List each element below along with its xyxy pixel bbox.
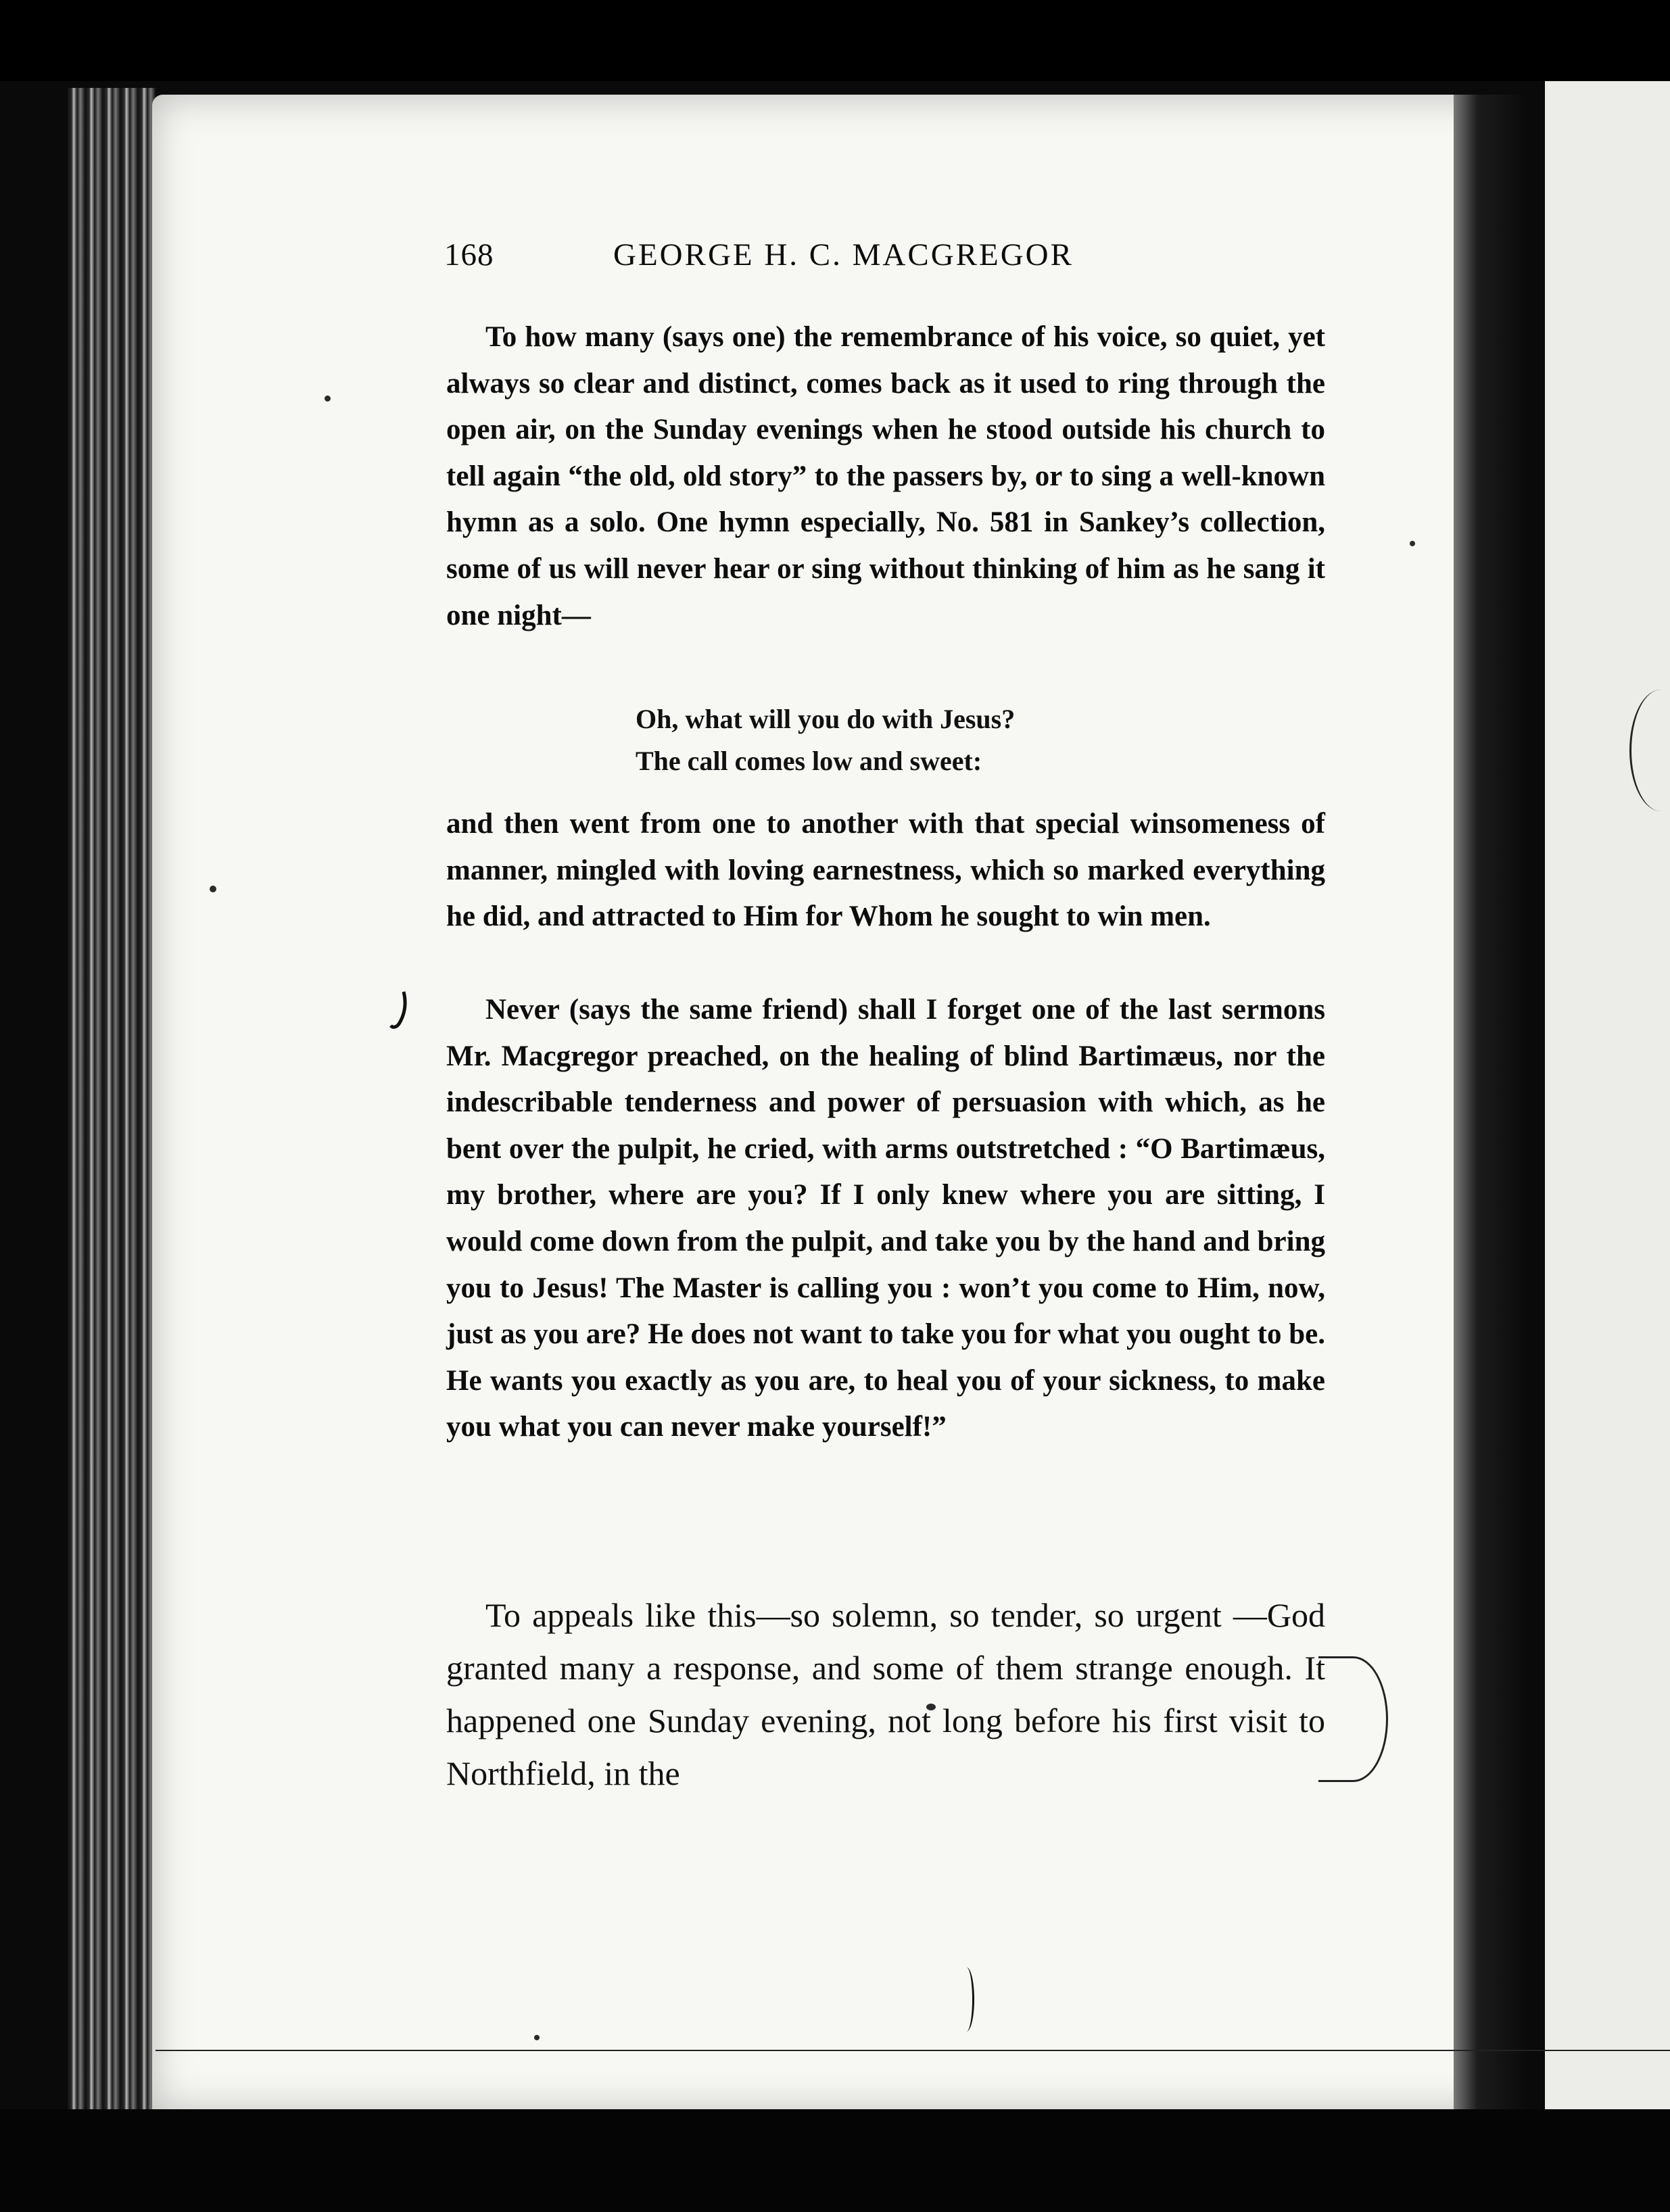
scan-rule-line	[156, 2050, 1670, 2051]
paragraph-remembrance: To how many (says one) the remembrance of his voice, so quiet, yet always so clear and distinct, comes back as it used to ring through the open air, on the Sunday evenings when he stood outside his church to tell again “the old, old story” to the passers by, or to sing a well-known hymn as a solo. One hymn especially, No. 581 in Sankey’s collection, some of us will never hear or sing without thinking of him as he sang it one night—	[446, 321, 1325, 631]
page-curl-mark	[1318, 1656, 1388, 1782]
scan-border-top	[0, 0, 1670, 81]
bottom-pencil-mark	[959, 1967, 974, 2031]
page-gutter-shadow	[1454, 95, 1528, 2123]
margin-check-mark	[389, 990, 409, 1031]
hymn-verse-line: The call comes low and sweet:	[636, 746, 982, 776]
scan-speck	[210, 886, 216, 892]
paragraph-bartimaeus: Never (says the same friend) shall I forget one of the last sermons Mr. Macgregor preached, on the healing of blind Bartimæus, nor the indescribable tenderness and power of persuasion with which, as he bent over the pulpit, he cried, with arms outstretched : “O Bartimæus, my brother, where are you? If I only knew where you are sitting, I would come down from the pulpit, and take you by the hand and bring you to Jesus! The Master is calling you : won’t you come to Him, now, just as you are? He does not want to take you for what you ought to be. He wants you exactly as you are, to heal you of your sickness, to make you what you can never make yourself!”	[446, 994, 1325, 1443]
running-head: GEORGE H. C. MACGREGOR	[613, 237, 1074, 272]
hymn-verse-line: Oh, what will you do with Jesus?	[636, 704, 1016, 734]
adjacent-page	[1545, 81, 1670, 2136]
scan-border-bottom	[0, 2109, 1670, 2212]
page-number: 168	[444, 237, 494, 272]
scan-speck	[1410, 541, 1415, 546]
paragraph-winsomeness: and then went from one to another with that special winsomeness of manner, mingled with loving earnestness, which so marked everything he did, and attracted to Him for Whom he sought to win men.	[446, 808, 1325, 933]
paragraph-appeals: To appeals like this—so solemn, so tender, so urgent —God granted many a response, and some of them strange enough. It happened one Sunday evening, not long before his first visit to Northfield, in the	[446, 1596, 1325, 1792]
scan-speck	[325, 395, 331, 402]
page-header	[444, 237, 1323, 284]
scan-speck	[534, 2035, 540, 2040]
book-binding	[68, 88, 156, 2130]
